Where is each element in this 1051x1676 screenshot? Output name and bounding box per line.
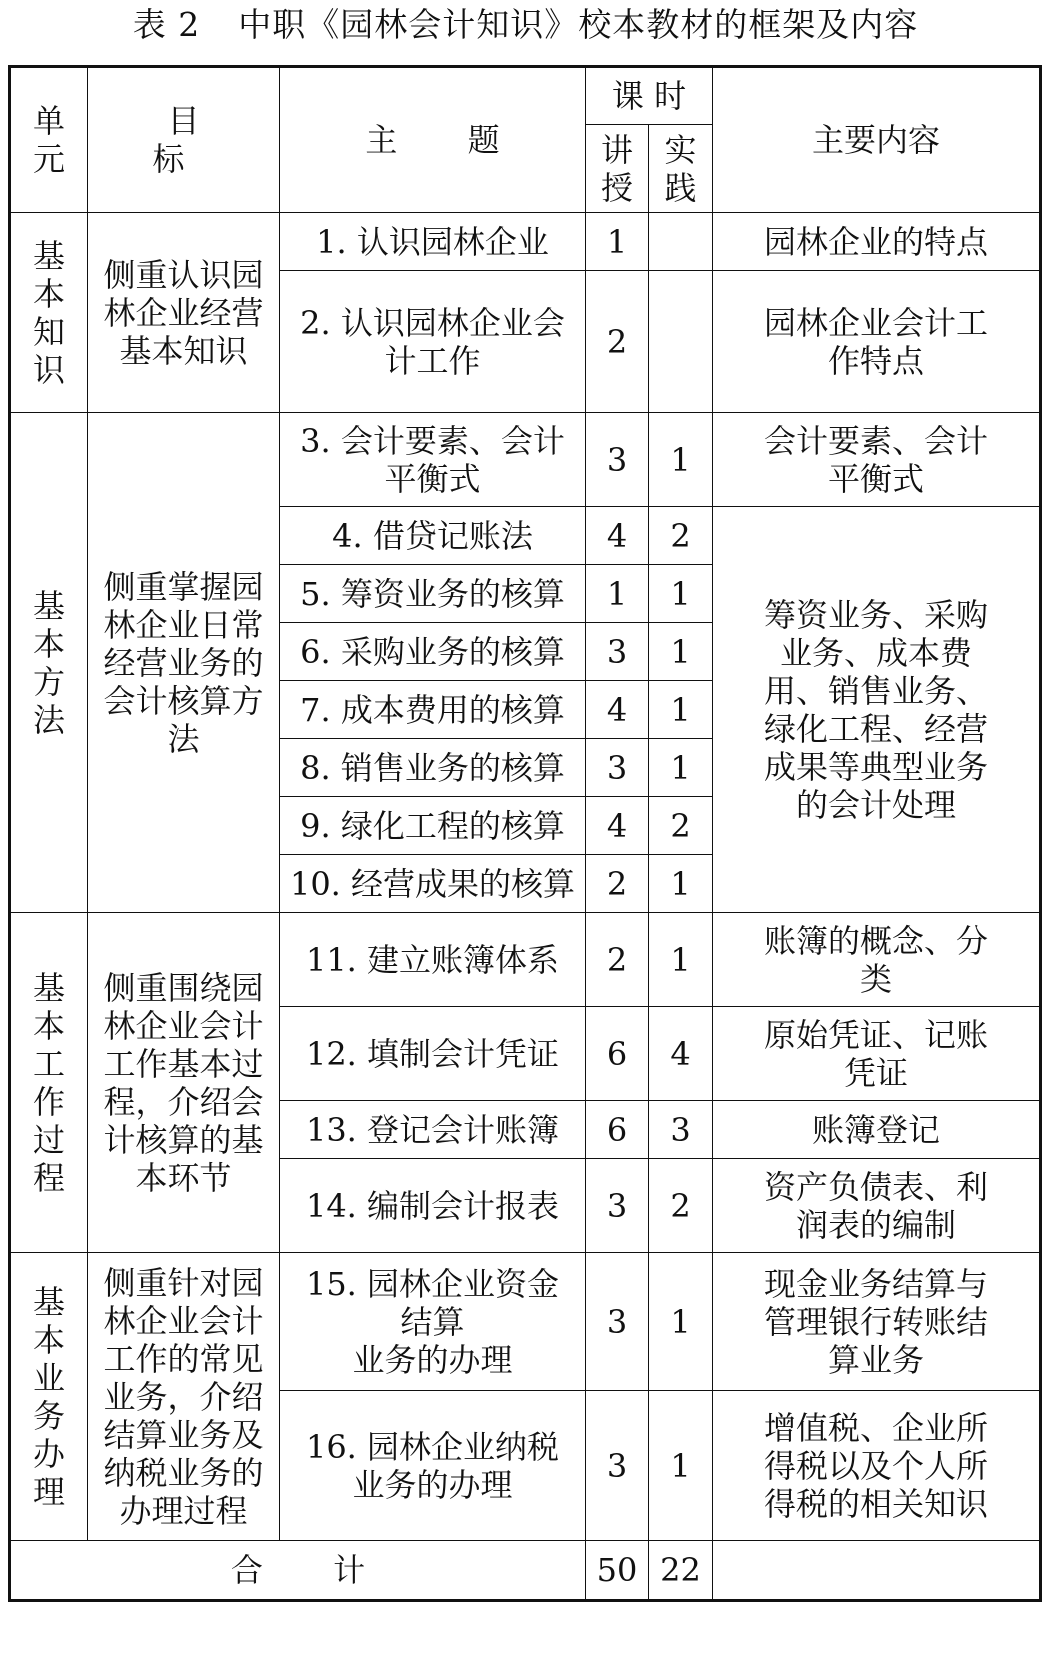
unit-cell: 基本业务办理 [10,1253,88,1541]
topic-cell: 11. 建立账簿体系 [280,913,586,1007]
lecture-hours: 3 [586,623,649,681]
total-lecture-hours: 50 [586,1541,649,1601]
table-row [10,213,1041,271]
practice-hours: 1 [649,623,713,681]
content-cell: 账簿登记 [713,1101,1041,1159]
lecture-hours: 2 [586,271,649,413]
topic-cell: 10. 经营成果的核算 [280,855,586,913]
practice-hours: 1 [649,1253,713,1391]
content-cell: 增值税、企业所 得税以及个人所 得税的相关知识 [713,1391,1041,1541]
header-row [10,67,1041,125]
lecture-hours: 4 [586,507,649,565]
content-cell: 会计要素、会计 平衡式 [713,413,1041,507]
table-row [10,913,1041,1007]
lecture-hours: 1 [586,565,649,623]
header-topic: 主 题 [280,67,586,213]
table-row [10,1253,1041,1391]
lecture-hours: 6 [586,1007,649,1101]
lecture-hours: 2 [586,855,649,913]
goal-cell: 侧重掌握园林企业日常经营业务的会计核算方法 [88,413,280,913]
practice-hours [649,213,713,271]
total-label: 合 计 [10,1541,586,1601]
table-row [10,413,1041,507]
content-cell: 现金业务结算与 管理银行转账结 算业务 [713,1253,1041,1391]
total-row [10,1541,1041,1601]
lecture-hours: 3 [586,739,649,797]
practice-hours: 1 [649,413,713,507]
lecture-hours: 4 [586,681,649,739]
practice-hours: 1 [649,681,713,739]
lecture-hours: 3 [586,1253,649,1391]
header-unit: 单元 [10,67,88,213]
content-cell: 账簿的概念、分 类 [713,913,1041,1007]
topic-cell: 4. 借贷记账法 [280,507,586,565]
header-goal: 目 标 [88,67,280,213]
topic-cell: 12. 填制会计凭证 [280,1007,586,1101]
topic-cell: 15. 园林企业资金 结算 业务的办理 [280,1253,586,1391]
goal-cell: 侧重认识园林企业经营基本知识 [88,213,280,413]
lecture-hours: 2 [586,913,649,1007]
content-cell: 筹资业务、采购 业务、成本费 用、销售业务、 绿化工程、经营 成果等典型业务 的会计处理 [713,507,1041,913]
topic-cell: 7. 成本费用的核算 [280,681,586,739]
topic-cell: 14. 编制会计报表 [280,1159,586,1253]
practice-hours: 3 [649,1101,713,1159]
topic-cell: 5. 筹资业务的核算 [280,565,586,623]
topic-cell: 16. 园林企业纳税 业务的办理 [280,1391,586,1541]
content-cell: 园林企业的特点 [713,213,1041,271]
lecture-hours: 1 [586,213,649,271]
lecture-hours: 3 [586,413,649,507]
total-content-empty [713,1541,1041,1601]
practice-hours [649,271,713,413]
content-cell: 园林企业会计工 作特点 [713,271,1041,413]
caption-label: 表 2 [132,5,201,44]
lecture-hours: 4 [586,797,649,855]
total-practice-hours: 22 [649,1541,713,1601]
practice-hours: 1 [649,855,713,913]
header-hours: 课 时 [586,67,713,125]
topic-cell: 8. 销售业务的核算 [280,739,586,797]
table-caption [0,0,1051,52]
practice-hours: 2 [649,1159,713,1253]
header-lecture: 讲授 [586,125,649,213]
caption-title: 中职《园林会计知识》校本教材的框架及内容 [238,5,919,44]
practice-hours: 1 [649,913,713,1007]
content-cell: 原始凭证、记账 凭证 [713,1007,1041,1101]
topic-cell: 9. 绿化工程的核算 [280,797,586,855]
practice-hours: 2 [649,797,713,855]
syllabus-table [8,65,1042,1602]
topic-cell: 3. 会计要素、会计 平衡式 [280,413,586,507]
unit-cell: 基本工作过程 [10,913,88,1253]
practice-hours: 1 [649,739,713,797]
content-cell: 资产负债表、利 润表的编制 [713,1159,1041,1253]
practice-hours: 1 [649,565,713,623]
topic-cell: 13. 登记会计账簿 [280,1101,586,1159]
header-practice: 实践 [649,125,713,213]
practice-hours: 1 [649,1391,713,1541]
unit-cell: 基本方法 [10,413,88,913]
lecture-hours: 3 [586,1159,649,1253]
practice-hours: 4 [649,1007,713,1101]
goal-cell: 侧重围绕园林企业会计工作基本过程，介绍会计核算的基本环节 [88,913,280,1253]
lecture-hours: 3 [586,1391,649,1541]
header-content: 主要内容 [713,67,1041,213]
lecture-hours: 6 [586,1101,649,1159]
topic-cell: 6. 采购业务的核算 [280,623,586,681]
goal-cell: 侧重针对园林企业会计工作的常见业务，介绍结算业务及纳税业务的办理过程 [88,1253,280,1541]
topic-cell: 1. 认识园林企业 [280,213,586,271]
unit-cell: 基本知识 [10,213,88,413]
practice-hours: 2 [649,507,713,565]
topic-cell: 2. 认识园林企业会 计工作 [280,271,586,413]
